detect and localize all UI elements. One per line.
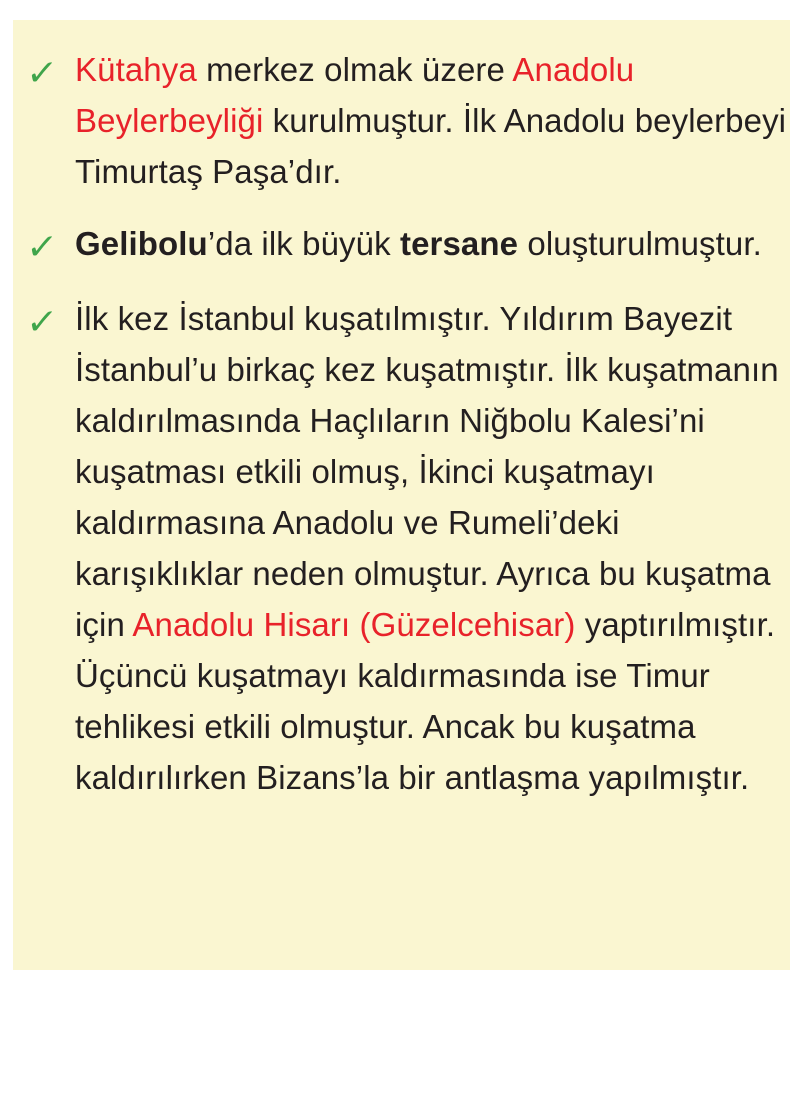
item-text: Kütahya merkez olmak üzere Anadolu Beylerbeyliği kurulmuştur. İlk Anadolu beylerbeyi Timurtaş Paşa’dır.: [75, 51, 787, 190]
check-icon: ✓: [24, 226, 60, 267]
list-item: [13, 293, 790, 803]
highlight-panel: [13, 20, 790, 970]
list-item: [13, 44, 790, 197]
item-text: İlk kez İstanbul kuşatılmıştır. Yıldırım Bayezit İstanbul’u birkaç kez kuşatmıştır. İlk kuşatmanın kaldırılmasında Haçlıların Niğbolu Kalesi’ni kuşatması etkili olmuş, İkinci kuşatmayı kaldırmasına Anadolu ve Rumeli’deki karışıklıklar neden olmuştur. Ayrıca bu kuşatma için Anadolu Hisarı (Güzelcehisar) yaptırılmıştır. Üçüncü kuşatmayı kaldırmasında ise Timur tehlikesi etkili olmuştur. Ancak bu kuşatma kaldırılırken Bizans’la bir antlaşma yapılmıştır.: [75, 300, 779, 796]
item-text: Gelibolu’da ilk büyük tersane oluşturulmuştur.: [75, 225, 762, 262]
check-icon: ✓: [24, 52, 60, 93]
check-icon: ✓: [24, 301, 60, 342]
list-item: [13, 218, 790, 272]
